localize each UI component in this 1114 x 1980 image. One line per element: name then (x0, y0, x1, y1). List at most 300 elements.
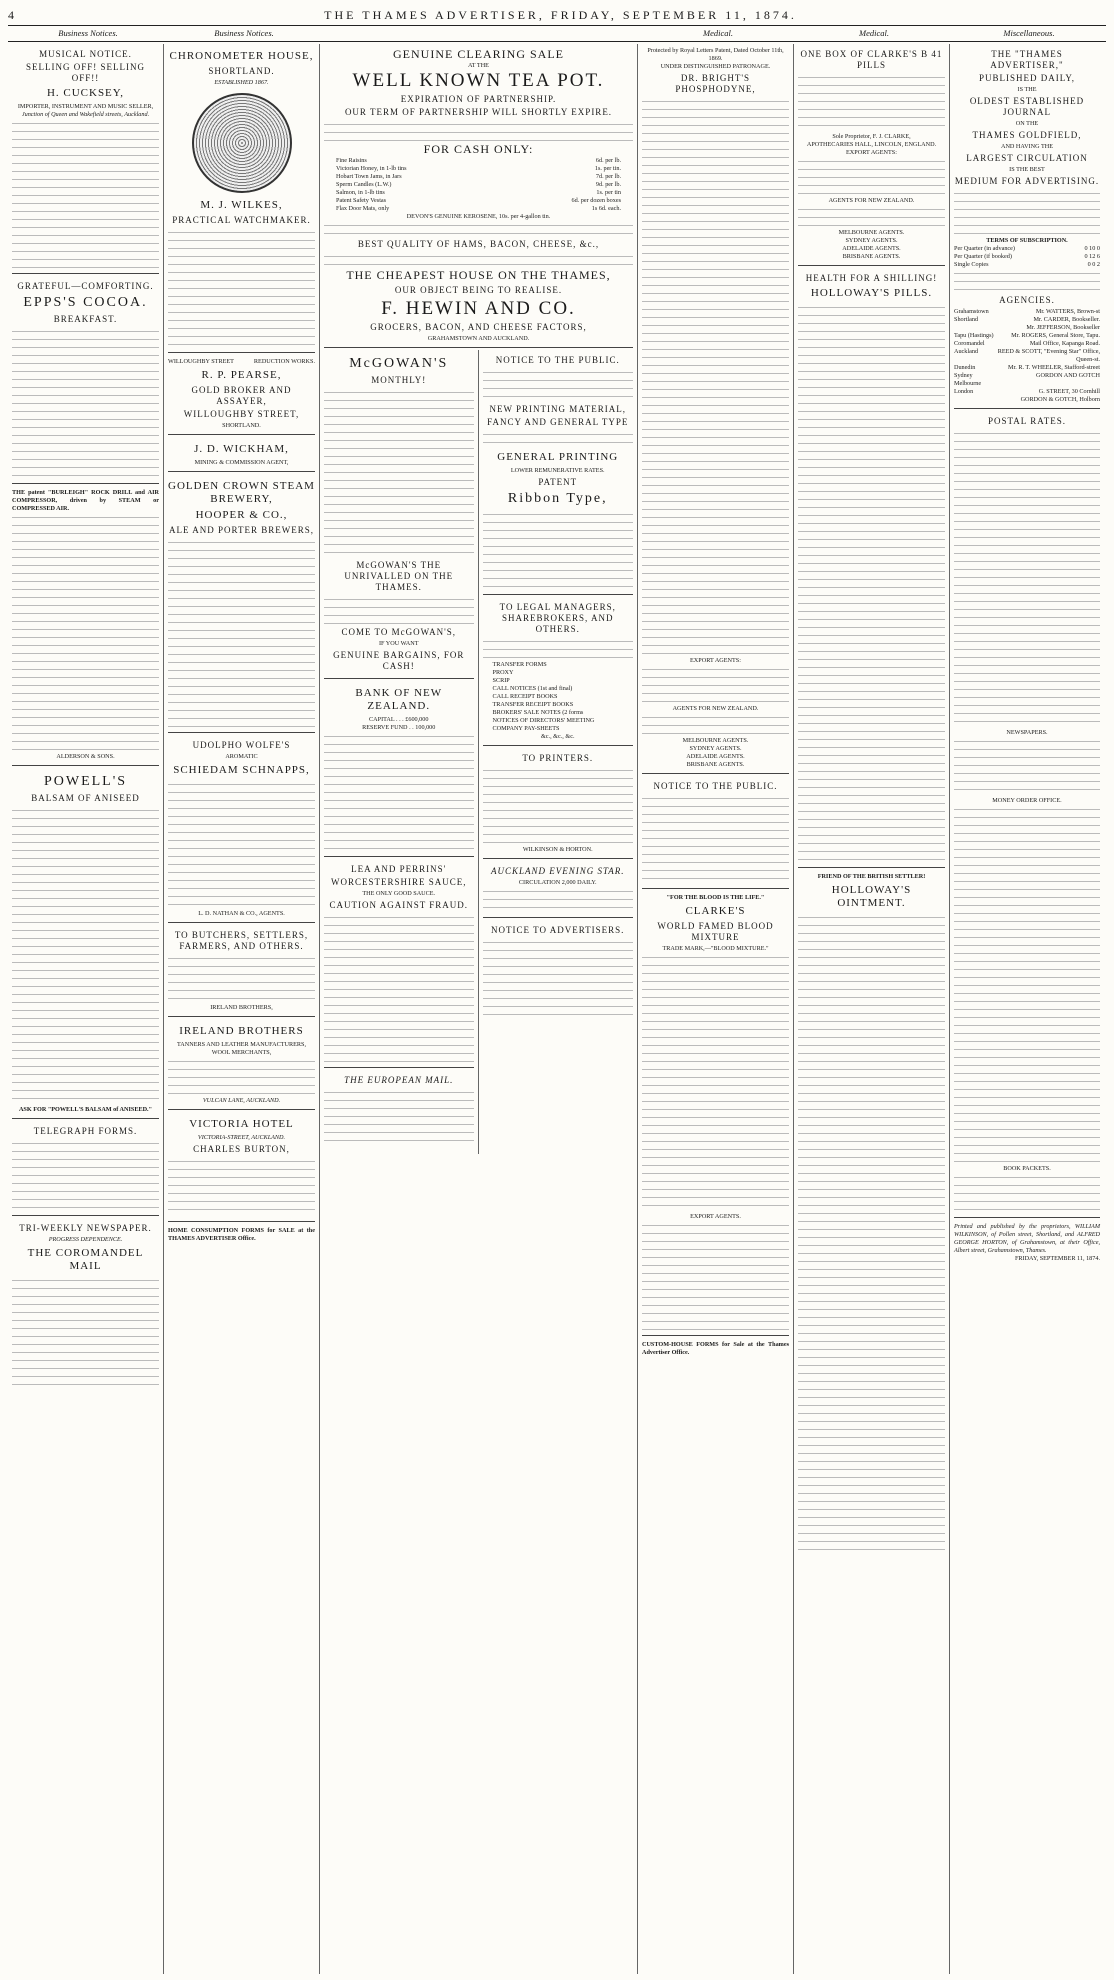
ad-body-text (12, 327, 159, 479)
agency-row (954, 340, 1100, 348)
terms-label: Per Quarter (if booked) (954, 253, 1012, 260)
ad-lea-perrins (324, 859, 474, 1068)
ad-heading: TO BUTCHERS, SETTLERS, FARMERS, AND OTHERS. (174, 930, 309, 951)
ad-powells-balsam (12, 768, 159, 1119)
newspapers-heading: NEWSPAPERS. (1006, 729, 1048, 736)
column-head-rule (8, 41, 1106, 42)
column-head-2: Business Notices. (214, 28, 274, 38)
ad-name: AUCKLAND EVENING STAR. (490, 866, 625, 876)
price-row (336, 173, 621, 181)
ad-chronometer-house (168, 44, 315, 353)
ad-line: GENERAL PRINTING (497, 451, 619, 463)
ad-address: Junction of Queen and Wakefield streets, Auckland. (21, 111, 150, 118)
form-item: PROXY (492, 669, 514, 676)
agency-agent: Mr. R. T. WHEELER, Stafford-street (1008, 364, 1100, 371)
ad-body-text (324, 732, 474, 852)
ad-body-text (483, 887, 634, 913)
book-packets-heading: BOOK PACKETS. (1003, 1165, 1051, 1172)
column-head-6: Miscellaneous. (1003, 28, 1055, 38)
ad-subheading: SELLING OFF! SELLING OFF!! (26, 62, 145, 83)
column-3 (320, 44, 638, 1974)
price-row (336, 189, 621, 197)
ad-body-text (12, 1139, 159, 1211)
agency-place: London (954, 388, 974, 395)
ad-ireland-brothers (168, 1019, 315, 1110)
ad-line: THE CHEAPEST HOUSE ON THE THAMES, (346, 268, 611, 282)
price-value: 6d. per dozen boxes (571, 197, 621, 204)
form-item: CALL RECEIPT BOOKS (492, 693, 558, 700)
ad-body-text (12, 806, 159, 1106)
ad-body-text (324, 120, 633, 142)
ad-victoria-hotel (168, 1112, 315, 1222)
agency-place: Grahamstown (954, 308, 989, 315)
form-item: CALL NOTICES (1st and final) (492, 685, 573, 692)
ad-body-text (798, 913, 945, 1553)
agency-agent: Mr. JEFFERSON, Bookseller (1026, 324, 1100, 331)
ad-heading: GRATEFUL—COMFORTING. (17, 281, 154, 291)
ad-bank-nz (324, 681, 474, 857)
masthead-title: THE THAMES ADVERTISER, FRIDAY, SEPTEMBER 11, 1874. (324, 7, 797, 22)
ad-line: OUR OBJECT BEING TO REALISE. (394, 285, 563, 295)
ad-firm: F. HEWIN AND CO. (381, 298, 576, 319)
ad-heading: Protected by Royal Letters Patent, Dated October 11th, 1869. (647, 47, 784, 62)
ad-body-text (168, 1057, 315, 1097)
ad-agents: EXPORT AGENTS: (690, 657, 741, 664)
column-head-1: Business Notices. (58, 28, 118, 38)
ad-custom-house-forms (642, 1338, 789, 1361)
split-columns (324, 350, 633, 1154)
ad-body-text (12, 1276, 159, 1386)
masthead (8, 6, 1106, 24)
form-item: SCRIP (492, 677, 510, 684)
ad-name: CHRONOMETER HOUSE, (169, 50, 314, 62)
agency-agent: Mail Office, Kapanga Road. (1029, 340, 1100, 347)
agency-agent: Mr. ROGERS, General Store, Tapu. (1011, 332, 1100, 339)
ad-name: VICTORIA HOTEL (189, 1118, 294, 1130)
ad-to-printers (483, 748, 634, 859)
price-row (336, 181, 621, 189)
ad-heading: FOR CASH ONLY: (423, 142, 534, 156)
ad-trade: GROCERS, BACON, AND CHEESE FACTORS, (370, 322, 587, 332)
ad-line: PUBLISHED DAILY, (979, 73, 1075, 83)
ad-name: CLARKE'S (685, 905, 746, 917)
ad-line: AND HAVING THE (1000, 143, 1054, 150)
imprint-text: Printed and published by the proprietors, WILLIAM WILKINSON, of Pollen street, Shortland, and ALFRED GEORGE HORTON, of Grahamstown, at their Office, Albert street, Grahamstown, Thames. (954, 1223, 1100, 1254)
ad-notice-advertisers (483, 920, 634, 1022)
ad-name: J. D. WICKHAM, (194, 443, 289, 455)
agency-row (954, 380, 1100, 388)
ad-line: THAMES GOLDFIELD, (972, 130, 1082, 140)
ad-reserve: RESERVE FUND . . 100,000 (362, 724, 436, 731)
agency-place: Sydney (954, 372, 973, 379)
ad-heading: TELEGRAPH FORMS. (33, 1126, 138, 1136)
ad-epps-cocoa (12, 276, 159, 484)
ad-subheading: EXPIRATION OF PARTNERSHIP. (400, 94, 557, 104)
ad-agents: AGENTS FOR NEW ZEALAND. (672, 705, 759, 712)
ad-address: VICTORIA-STREET, AUCKLAND. (197, 1134, 286, 1141)
ad-body-text (168, 538, 315, 728)
terms-value: 0 10 0 (1084, 245, 1100, 252)
agency-row (954, 388, 1100, 396)
postal-heading: POSTAL RATES. (988, 416, 1066, 426)
ad-european-mail (324, 1070, 474, 1152)
ad-heading: NOTICE TO THE PUBLIC. (653, 781, 778, 791)
ad-line: &c., &c., &c. (540, 733, 575, 740)
ad-owner: M. J. WILKES, (200, 199, 283, 211)
subcolumn-left (324, 350, 479, 1154)
ad-trade: GOLD BROKER AND ASSAYER, (191, 385, 292, 406)
ad-firm: IRELAND BROTHERS, (210, 1004, 273, 1011)
ad-name: UDOLPHO WOLFE'S (192, 740, 291, 750)
ad-heading: THE "THAMES ADVERTISER," (990, 49, 1064, 70)
ad-notice-public (483, 350, 634, 595)
ad-body-text (642, 97, 789, 657)
agency-agent: GORDON AND GOTCH (1036, 372, 1100, 379)
ad-name: H. CUCKSEY, (46, 87, 125, 99)
ad-trademark: TRADE MARK,—"BLOOD MIXTURE." (662, 945, 769, 952)
form-item: BROKERS' SALE NOTES (2 forms (492, 709, 584, 716)
ad-agents: ADELAIDE AGENTS. (842, 245, 901, 252)
ad-product: WORLD FAMED BLOOD MIXTURE (657, 921, 774, 942)
ad-body-text (168, 954, 315, 1004)
ad-tail: ASK FOR "POWELL'S BALSAM of ANISEED." (18, 1106, 153, 1113)
ad-banner-right: REDUCTION WORKS. (253, 358, 315, 365)
ad-holloways-pills (798, 268, 945, 868)
ad-line: PATENT (538, 477, 578, 487)
ad-heading: GENUINE CLEARING SALE (393, 47, 564, 61)
ad-subheading: AT THE (468, 62, 489, 69)
price-value: 1s. per tin (596, 189, 621, 196)
ad-line: IF YOU WANT (378, 640, 419, 647)
ad-pearse-assayer (168, 355, 315, 435)
ad-body-text (483, 637, 634, 661)
column-head-4: Medical. (703, 28, 733, 38)
terms-row (954, 261, 1100, 269)
postal-rates (954, 411, 1100, 1218)
agency-row (954, 308, 1100, 316)
ad-name: HOLLOWAY'S PILLS. (810, 287, 933, 299)
price-row (336, 157, 621, 165)
agency-row (954, 396, 1100, 404)
ad-heading: CUSTOM-HOUSE FORMS for Sale at the Thames Advertiser Office. (642, 1341, 789, 1356)
ad-wickham (168, 437, 315, 472)
price-list (324, 157, 633, 213)
ad-body-text (954, 189, 1100, 237)
price-item: Sperm Candles (L.W.) (336, 181, 392, 188)
ad-line: CIRCULATION 2,000 DAILY. (518, 879, 597, 886)
agency-agent: REED & SCOTT, "Evening Star" Office, Queen-st. (997, 348, 1100, 363)
agency-place: Auckland (954, 348, 979, 355)
ad-line: Ribbon Type, (507, 491, 608, 506)
price-item: Salmon, in 1-lb tins (336, 189, 385, 196)
ad-trade: IMPORTER, INSTRUMENT AND MUSIC SELLER, (17, 103, 154, 110)
ad-phosphodyne (642, 44, 789, 774)
ad-body-text (324, 913, 474, 1063)
ad-street: WILLOUGHBY STREET, (183, 409, 300, 419)
terms-row (954, 253, 1100, 261)
ad-line: FANCY AND GENERAL TYPE (487, 417, 629, 427)
terms-value: 0 12 6 (1084, 253, 1100, 260)
ad-coromandel-mail (12, 1218, 159, 1390)
ad-line: IS THE (1017, 86, 1037, 93)
ad-name: EPPS'S COCOA. (23, 295, 148, 310)
ad-body-text (954, 1173, 1100, 1213)
price-item: Victorian Honey, in 1-lb tins (336, 165, 407, 172)
column-6 (950, 44, 1104, 1974)
ad-agents: SYDNEY AGENTS. (845, 237, 898, 244)
ad-body-text (798, 157, 945, 197)
ad-line: NEW PRINTING MATERIAL, (489, 404, 627, 414)
ad-place: GRAHAMSTOWN AND AUCKLAND. (427, 335, 530, 342)
ad-heading: FRIEND OF THE BRITISH SETTLER! (817, 873, 926, 880)
ad-legal-managers (483, 597, 634, 746)
ad-place: SHORTLAND. (222, 422, 261, 429)
agency-row (954, 364, 1100, 372)
ad-name: HOLLOWAY'S OINTMENT. (831, 884, 912, 909)
ad-line: GENUINE BARGAINS, FOR CASH! (333, 650, 465, 671)
terms-list (954, 245, 1100, 269)
ad-thames-advertiser (954, 44, 1100, 409)
form-item: TRANSFER FORMS (492, 661, 547, 668)
ad-body-text (642, 794, 789, 884)
ad-name: THE COROMANDEL MAIL (27, 1247, 144, 1272)
ad-line: LOWER REMUNERATIVE RATES. (510, 467, 605, 474)
terms-label: Single Copies (954, 261, 989, 268)
ad-heading: TO PRINTERS. (522, 753, 594, 763)
ad-line: COME TO McGOWAN'S, (341, 627, 457, 637)
agency-agent: G. STREET, 30 Cornhill (1038, 388, 1100, 395)
ad-body-text (483, 368, 634, 402)
imprint-date: FRIDAY, SEPTEMBER 11, 1874. (1014, 1255, 1100, 1262)
ad-subheading: BALSAM OF ANISEED (31, 793, 140, 803)
ad-agent: ALDERSON & SONS. (56, 753, 115, 760)
column-4 (638, 44, 794, 1974)
ad-heading: HEALTH FOR A SHILLING! (805, 273, 938, 283)
money-order-heading: MONEY ORDER OFFICE. (992, 797, 1062, 804)
ad-body-text (12, 513, 159, 753)
ad-line: ON THE (1015, 120, 1039, 127)
ad-trade: TANNERS AND LEATHER MANUFACTURERS, WOOL MERCHANTS, (177, 1041, 306, 1056)
columns (8, 44, 1106, 1974)
ad-body-text (483, 766, 634, 846)
ad-body-text (642, 953, 789, 1213)
ad-golden-crown-brewery (168, 474, 315, 733)
ad-heading: HOME CONSUMPTION FORMS for SALE at the THAMES ADVERTISER Office. (168, 1227, 315, 1242)
agencies-heading: AGENCIES. (999, 295, 1055, 305)
ad-heading: TO LEGAL MANAGERS, SHAREBROKERS, AND OTHERS. (499, 602, 616, 634)
price-value: 9d. per lb. (595, 181, 621, 188)
agency-row (954, 348, 1100, 364)
price-item: Patent Safety Vestas (336, 197, 387, 204)
ad-auckland-evening-star (483, 861, 634, 918)
ad-name: WELL KNOWN TEA POT. (352, 70, 605, 91)
agency-place: Coromandel (954, 340, 985, 347)
ad-notice-public-2 (642, 776, 789, 889)
ad-body-text (642, 665, 789, 705)
ad-clarkes-pills (798, 44, 945, 266)
ad-agents: ADELAIDE AGENTS. (686, 753, 745, 760)
ad-body-text (168, 228, 315, 348)
ad-body-text (954, 429, 1100, 729)
form-item: NOTICES OF DIRECTORS' MEETING (492, 717, 595, 724)
ad-line: OLDEST ESTABLISHED JOURNAL (969, 96, 1085, 117)
ad-subheading: OUR TERM OF PARTNERSHIP WILL SHORTLY EXPIRE. (344, 107, 613, 117)
ad-agents: BRISBANE AGENTS. (686, 761, 745, 768)
ad-wolfes-schnapps (168, 735, 315, 923)
ad-name: R. P. PEARSE, (201, 369, 282, 381)
ad-heading: CAUTION AGAINST FRAUD. (329, 900, 469, 910)
terms-value: 0 0 2 (1087, 261, 1100, 268)
ad-capital: CAPITAL . . . £600,000 (369, 716, 429, 723)
ad-agents: AGENTS FOR NEW ZEALAND. (828, 197, 915, 204)
ad-tea-pot-sale (324, 44, 633, 348)
ad-trade: MINING & COMMISSION AGENT, (194, 459, 289, 466)
ad-body-text (324, 595, 474, 625)
subcolumn-right (479, 350, 634, 1154)
ad-line: MEDIUM FOR ADVERTISING. (954, 176, 1100, 186)
ad-firm: WILKINSON & HORTON. (522, 846, 593, 853)
ad-agents: EXPORT AGENTS: (846, 149, 897, 156)
ad-agents: MELBOURNE AGENTS. (682, 737, 749, 744)
ad-body-text (798, 205, 945, 229)
ad-place: SHORTLAND. (208, 66, 275, 76)
ad-owner: CHARLES BURTON, (193, 1144, 290, 1154)
price-row (336, 205, 621, 213)
ad-heading: TRI-WEEKLY NEWSPAPER. (19, 1223, 152, 1233)
ad-mcgowans (324, 350, 474, 679)
ad-agents: EXPORT AGENTS. (690, 1213, 741, 1220)
ad-banner-left: WILLOUGHBY STREET (168, 358, 234, 365)
ad-body-text (798, 303, 945, 863)
ad-body-text (168, 780, 315, 910)
form-item: TRANSFER RECEIPT BOOKS (492, 701, 574, 708)
ad-name: DR. BRIGHT'S PHOSPHODYNE, (675, 73, 756, 94)
agency-agent: GORDON & GOTCH, Holborn (1020, 396, 1100, 403)
ad-heading: NOTICE TO ADVERTISERS. (491, 925, 625, 935)
ad-agents: SYDNEY AGENTS. (689, 745, 742, 752)
imprint (954, 1220, 1100, 1267)
agency-place: Dunedin (954, 364, 976, 371)
ad-product: SCHIEDAM SCHNAPPS, (173, 764, 310, 776)
ad-body-text (954, 805, 1100, 1165)
agency-row (954, 316, 1100, 324)
forms-list (483, 661, 634, 733)
terms-row (954, 245, 1100, 253)
ad-heading: ONE BOX OF CLARKE'S B 41 PILLS (800, 49, 943, 70)
ad-firm: HOOPER & CO., (195, 509, 288, 521)
ad-heading: McGOWAN'S THE UNRIVALLED ON THE THAMES. (344, 560, 454, 592)
ad-trade: ALE AND PORTER BREWERS, (169, 525, 314, 535)
ad-subheading: AROMATIC (225, 753, 258, 760)
agency-place: Tapu (Hastings) (954, 332, 994, 339)
column-1 (8, 44, 164, 1974)
ad-holloways-ointment (798, 870, 945, 1557)
agency-row (954, 324, 1100, 332)
form-item: COMPANY PAY-SHEETS (492, 725, 560, 732)
ad-body-text (324, 221, 633, 237)
ad-body-text (954, 269, 1100, 293)
ad-subheading: BREAKFAST. (53, 314, 118, 324)
ad-agent: L. D. NATHAN & CO., AGENTS. (198, 910, 285, 917)
ad-body-text (954, 737, 1100, 797)
ad-body-text (483, 430, 634, 448)
agency-place: Shortland (954, 316, 979, 323)
ad-heading: THE EUROPEAN MAIL. (344, 1075, 454, 1085)
price-value: 7d. per lb. (595, 173, 621, 180)
price-item: Flax Door Mats, only (336, 205, 390, 212)
ad-subheading: UNDER DISTINGUISHED PATRONAGE. (660, 63, 771, 70)
price-item: Fine Raisins (336, 157, 367, 164)
terms-label: Per Quarter (in advance) (954, 245, 1015, 252)
ad-body-text (483, 938, 634, 1018)
agency-row (954, 332, 1100, 340)
ad-name: GOLDEN CROWN STEAM BREWERY, (168, 480, 315, 505)
price-row (336, 197, 621, 205)
ad-banner (168, 358, 315, 366)
ad-trade: PRACTICAL WATCHMAKER. (172, 215, 311, 225)
masthead-rule (8, 25, 1106, 26)
ad-line: IS THE BEST (1009, 166, 1045, 173)
ad-home-consumption-forms (168, 1224, 315, 1247)
ad-line: THE ONLY GOOD SAUCE. (362, 890, 436, 897)
ad-body-text (483, 510, 634, 590)
ad-name: LEA AND PERRINS' (351, 864, 447, 874)
column-2 (164, 44, 320, 1974)
ad-address: VULCAN LANE, AUCKLAND. (202, 1097, 281, 1104)
ad-name: POWELL'S (43, 774, 128, 789)
agency-place: Melbourne (954, 380, 982, 387)
price-value: 6d. per lb. (595, 157, 621, 164)
ad-burleigh-drill (12, 486, 159, 766)
ad-name: McGOWAN'S (349, 356, 449, 371)
column-head-5: Medical. (859, 28, 889, 38)
price-row (336, 165, 621, 173)
ad-proprietor: Sole Proprietor, F. J. CLARKE, (832, 133, 911, 140)
column-5 (794, 44, 950, 1974)
ad-agents: MELBOURNE AGENTS. (838, 229, 905, 236)
ad-established: ESTABLISHED 1867. (214, 79, 269, 86)
ad-body-text (798, 73, 945, 133)
medal-seal-icon (192, 93, 292, 193)
ad-body-text (642, 713, 789, 737)
ad-telegraph-forms (12, 1121, 159, 1216)
ad-to-butchers (168, 925, 315, 1017)
ad-heading: NOTICE TO THE PUBLIC. (495, 355, 620, 365)
ad-product: WORCESTERSHIRE SAUCE, (330, 877, 467, 887)
agency-agent: Mr. WATTERS, Brown-st (1035, 308, 1100, 315)
ad-clarkes-blood-mixture (642, 891, 789, 1336)
ad-body-text (642, 1221, 789, 1331)
ad-heading: "FOR THE BLOOD IS THE LIFE." (666, 894, 765, 901)
ad-subheading: MONTHLY! (371, 375, 427, 385)
ad-line: DEVON'S GENUINE KEROSENE, 10s. per 4-gallon tin. (406, 213, 551, 220)
price-item: Hobart Town Jams, in Jars (336, 173, 402, 180)
ad-line: BEST QUALITY OF HAMS, BACON, CHEESE, &c., (357, 239, 600, 249)
ad-subheading: PROGRESS DEPENDENCE. (48, 1236, 123, 1243)
ad-body-text (168, 1157, 315, 1217)
ad-name: IRELAND BROTHERS (179, 1025, 304, 1037)
ad-cucksey (12, 44, 159, 274)
ad-agents: BRISBANE AGENTS. (842, 253, 901, 260)
page-number: 4 (8, 7, 15, 22)
ad-line: LARGEST CIRCULATION (966, 153, 1088, 163)
ad-heading: THE patent "BURLEIGH" ROCK DRILL and AIR COMPRESSOR, driven by STEAM or COMPRESSED AIR. (12, 489, 159, 512)
agencies-list (954, 308, 1100, 404)
ad-name: BANK OF NEW ZEALAND. (355, 687, 443, 712)
ad-body-text (12, 119, 159, 269)
agency-row (954, 372, 1100, 380)
ad-body-text (324, 252, 633, 268)
